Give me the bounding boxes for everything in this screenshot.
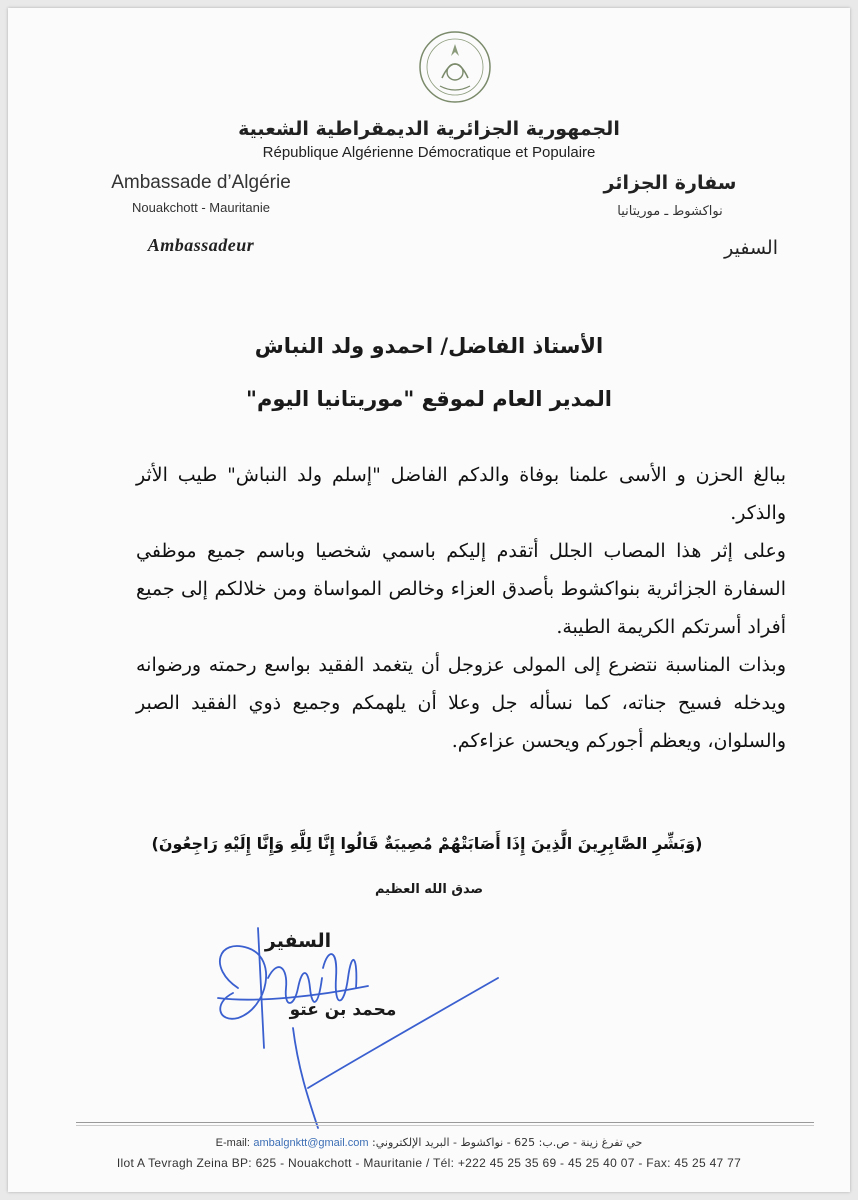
body-paragraph-1: ببالغ الحزن و الأسى علمنا بوفاة والدكم الفاضل "إسلم ولد النباش" طيب الأثر والذكر. (136, 464, 786, 524)
body-paragraph-3: وبذات المناسبة نتضرع إلى المولى عزوجل أن يتغمد الفقيد بواسع رحمته ورضوانه ويدخله فسيح جناته، كما نسأله جل وعلا أن يلهمكم وجميع ذوي الفقيد الصبر والسلوان، ويعظم أجوركم ويحسن عزاءكم. (136, 654, 786, 752)
email-link[interactable]: ambalgnktt@gmail.com (253, 1137, 369, 1149)
signatory-name: محمد بن عتو (289, 1000, 397, 1020)
quran-verse: (وَبَشِّرِ الصَّابِرِينَ الَّذِينَ إِذَا أَصَابَتْهُمْ مُصِيبَةٌ قَالُوا إِنَّا لِلَّهِ وَإِنَّا إِلَيْهِ رَاجِعُونَ) (151, 834, 703, 853)
closing-phrase: صدق الله العظيم (374, 882, 484, 897)
addressee-name: الأستاذ الفاضل/ احمدو ولد النباش (254, 334, 604, 358)
email-label: E-mail: (215, 1137, 250, 1149)
embassy-city-french: Nouakchott - Mauritanie (131, 200, 270, 215)
body-paragraph-2: وعلى إثر هذا المصاب الجلل أتقدم إليكم باسمي شخصيا وباسم جميع موظفي السفارة الجزائرية بنواكشوط بأصدق العزاء وخالص المواساة ومن خلالكم إلى جميع أفراد أسرتكم الكريمة الطيبة. (136, 540, 786, 638)
footer-divider (76, 1122, 814, 1123)
algeria-emblem-icon (418, 30, 492, 104)
embassy-block-arabic (550, 172, 790, 259)
letter-body (136, 456, 786, 760)
address-arabic: حي تفرغ زينة - ص.ب: 625 - نواكشوط - البريد الإلكتروني: (372, 1136, 643, 1149)
embassy-name-arabic: سفارة الجزائر (603, 172, 737, 194)
republic-name-arabic: الجمهورية الجزائرية الديمقراطية الشعبية (238, 118, 620, 140)
signature-title: السفير (264, 930, 332, 952)
footer-divider-secondary (76, 1125, 814, 1126)
republic-name-french: République Algérienne Démocratique et Populaire (262, 144, 596, 161)
footer-contact-line (8, 1136, 850, 1149)
handwritten-signature (198, 908, 538, 1148)
footer-address-french: Ilot A Tevragh Zeina BP: 625 - Nouakchott - Mauritanie / Tél: +222 45 25 35 69 - 45 25 40 07 - Fax: 45 25 47 77 (116, 1156, 742, 1170)
embassy-name-french: Ambassade d’Algérie (111, 172, 291, 193)
addressee-role: المدير العام لموقع "موريتانيا اليوم" (246, 387, 612, 411)
ambassador-title-arabic: السفير (724, 237, 778, 259)
ambassador-title-french: Ambassadeur (147, 235, 255, 255)
addressee-block (8, 320, 850, 426)
embassy-city-arabic: نواكشوط ـ موريتانيا (617, 204, 723, 219)
embassy-block-french (76, 172, 326, 256)
letter-page (8, 8, 850, 1192)
